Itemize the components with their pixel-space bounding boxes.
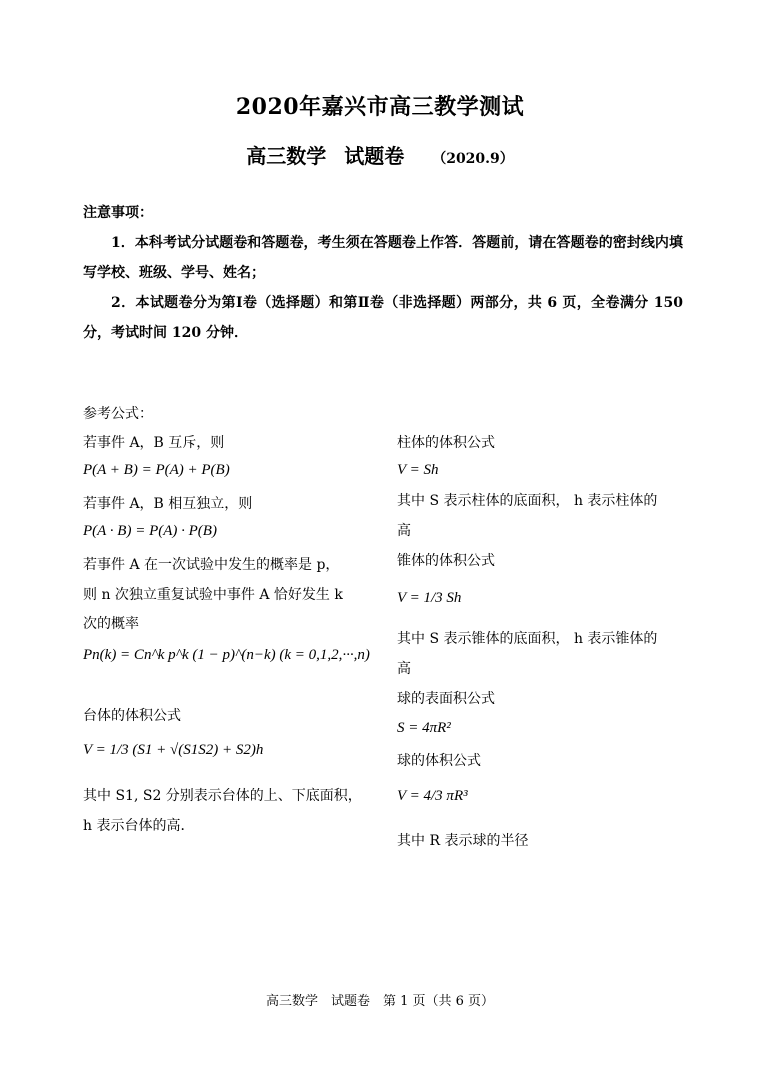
ref-text: 则 n 次独立重复试验中事件 A 恰好发生 k (83, 587, 343, 603)
formula-prism-volume: V = Sh (397, 462, 439, 478)
formula-frustum-volume: V = 1/3 (S1 + √(S1S2) + S2)h (83, 742, 264, 758)
ref-text: 其中 R 表示球的半径 (397, 833, 529, 849)
ref-text: 锥体的体积公式 (397, 553, 495, 569)
ref-text: 高 (397, 523, 411, 539)
formula-sphere-volume: V = 4/3 πR³ (397, 788, 468, 804)
ref-text: 高 (397, 661, 411, 677)
ref-text: h 表示台体的高． (83, 818, 195, 834)
formula-sphere-area: S = 4πR² (397, 720, 451, 736)
page-footer: 高三数学 试题卷 第 1 页（共 6 页） (265, 994, 495, 1009)
formula-cone-volume: V = 1/3 Sh (397, 590, 462, 606)
ref-text: 其中 S 表示柱体的底面积， h 表示柱体的 (397, 493, 658, 509)
ref-text: 柱体的体积公式 (397, 435, 495, 451)
note-item-2: 2．本试题卷分为第Ⅰ卷（选择题）和第Ⅱ卷（非选择题）两部分，共 6 页，全卷满分 150 分，考试时间 120 分钟． (83, 295, 683, 341)
ref-text: 球的表面积公式 (397, 691, 495, 707)
ref-text: 若事件 A 在一次试验中发生的概率是 p， (83, 557, 340, 573)
ref-text: 其中 S1, S2 分别表示台体的上、下底面积， (83, 788, 362, 804)
notes-heading: 注意事项： (83, 205, 153, 221)
ref-text: 其中 S 表示锥体的底面积， h 表示锥体的 (397, 631, 658, 647)
exam-date: （2020.9） (432, 151, 514, 167)
subject-label: 高三数学 (246, 144, 327, 168)
formula-mutually-exclusive: P(A + B) = P(A) + P(B) (83, 462, 230, 478)
ref-text: 若事件 A，B 相互独立，则 (83, 496, 253, 512)
ref-text: 若事件 A，B 互斥，则 (83, 435, 225, 451)
exam-subtitle (0, 140, 760, 169)
reference-heading: 参考公式： (83, 406, 153, 422)
note-item-1: 1．本科考试分试题卷和答题卷，考生须在答题卷上作答．答题前，请在答题卷的密封线内填写学校、班级、学号、姓名； (83, 235, 683, 281)
ref-text: 次的概率 (83, 616, 139, 632)
ref-text: 球的体积公式 (397, 753, 481, 769)
formula-binomial: Pn(k) = Cn^k p^k (1 − p)^(n−k) (k = 0,1,2,···,n) (83, 647, 370, 663)
paper-label: 试题卷 (344, 144, 405, 168)
notes-body (83, 228, 683, 348)
ref-text: 台体的体积公式 (83, 708, 181, 724)
exam-title: 2020年嘉兴市高三教学测试 (235, 94, 525, 120)
formula-independent: P(A · B) = P(A) · P(B) (83, 523, 217, 539)
